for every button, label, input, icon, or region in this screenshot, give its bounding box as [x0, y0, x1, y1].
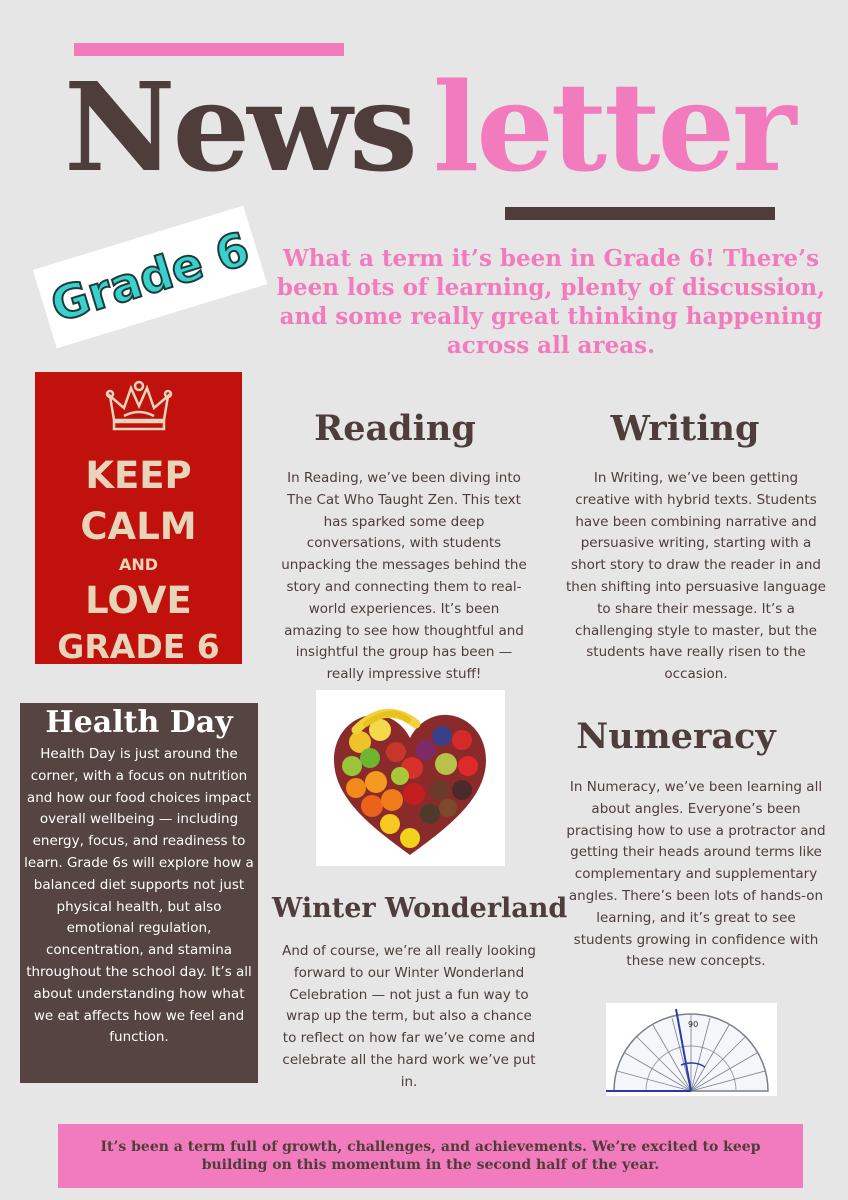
winter-wonderland-body: And of course, we’re all really looking forward to our Winter Wonderland Celebration — not just a fun way to wrap up the term, but also a chance to reflect on how far we’ve come and celebrate all the hard work we’ve put in. [282, 943, 536, 1090]
health-day-heading: Health Day [45, 705, 233, 740]
health-day-box [20, 703, 258, 1083]
writing-body: In Writing, we’ve been getting creative with hybrid texts. Students have been combining narrative and persuasive writing, starting with a short story to draw the reader in and then shifting into persuasive language to share their message. It’s a challenging style to master, but the students have really risen to the occasion. [566, 470, 826, 683]
title-brown-bar [505, 207, 775, 220]
poster-line-and: AND [118, 555, 159, 574]
protractor-image [606, 1003, 777, 1096]
health-day-body: Health Day is just around the corner, with a focus on nutrition and how our food choices impact overall wellbeing — including energy, focus, and readiness to learn. Grade 6s will explore how a balanced diet supports not just physical health, but also emotional regulation, concentration, and stamina throughout the school day. It’s all about understanding how what we eat affects how we feel and function. [24, 746, 254, 1046]
footer-text: It’s been a term full of growth, challenges, and achievements. We’re excited to keep building on this momentum in the second half of the year. [100, 1139, 761, 1173]
keep-calm-poster [35, 372, 242, 664]
intro-text: What a term it’s been in Grade 6! There’s been lots of learning, plenty of discussion, and some really great thinking happening across all areas. [276, 245, 826, 359]
crown-icon [104, 378, 174, 434]
reading-heading: Reading [314, 408, 476, 449]
poster-line-calm: CALM [80, 505, 197, 548]
title-letter: letter [432, 55, 794, 199]
protractor-svg [606, 1003, 777, 1096]
protractor-label: 90 [688, 1020, 699, 1029]
reading-body: In Reading, we’ve been diving into The Cat Who Taught Zen. This text has sparked some deep conversations, with students unpacking the messages behind the story and connecting them to real-world experiences. It’s been amazing to see how thoughtful and insightful the group has been — really impressive stuff! [281, 470, 527, 683]
poster-line-keep: KEEP [85, 454, 192, 497]
fruit-heart-image [316, 690, 505, 866]
poster-line-love: LOVE [85, 579, 192, 622]
footer-banner [58, 1124, 803, 1188]
numeracy-heading: Numeracy [576, 716, 776, 757]
title-news: News [64, 55, 415, 199]
grade-badge [33, 206, 267, 349]
numeracy-body: In Numeracy, we’ve been learning all about angles. Everyone’s been practising how to use a protractor and getting their heads around terms like complementary and supplementary angles. There’s been lots of hands-on learning, and it’s great to see students growing in confidence with these new concepts. [566, 779, 826, 970]
writing-heading: Writing [610, 408, 760, 449]
newsletter-title [64, 55, 794, 199]
winter-wonderland-heading: Winter Wonderland [272, 893, 568, 924]
grade-badge-text: Grade 6 [44, 221, 256, 333]
poster-line-grade: GRADE 6 [57, 627, 220, 666]
